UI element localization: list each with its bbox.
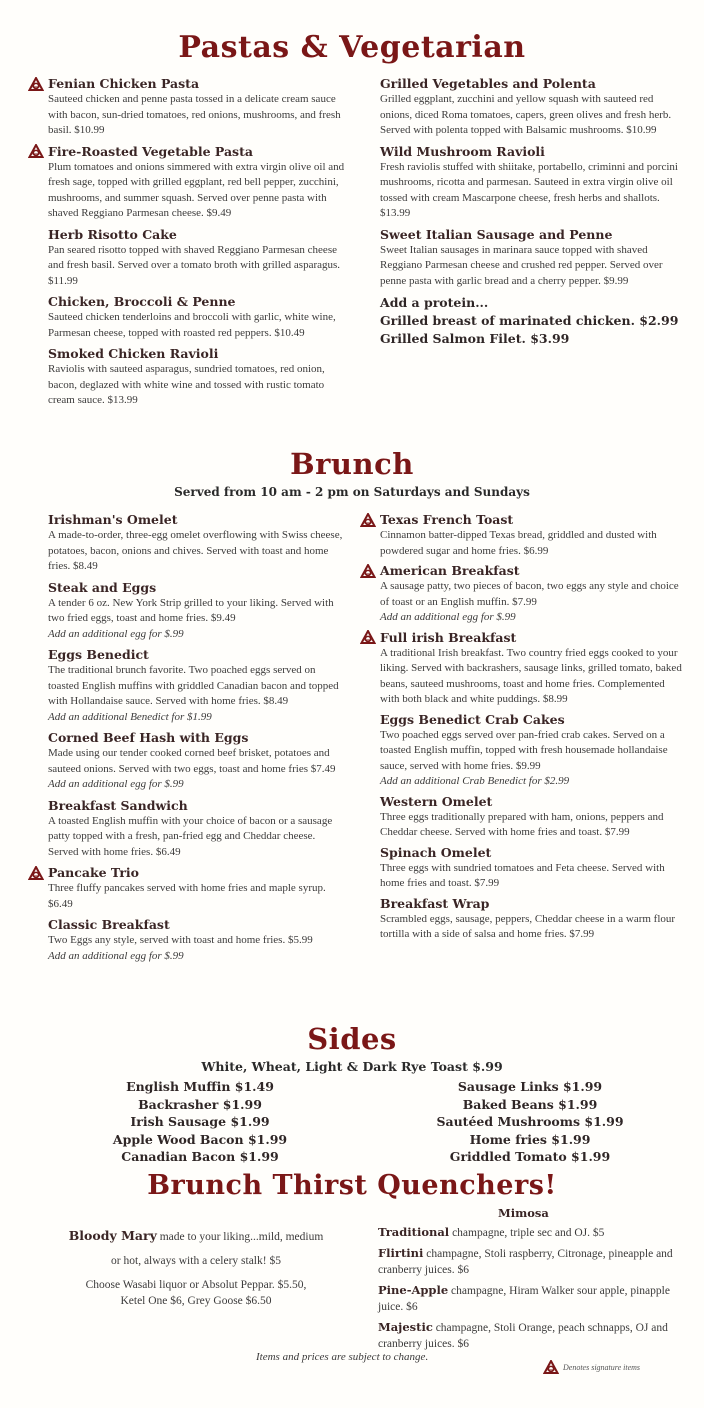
menu-item-name — [48, 580, 348, 596]
signature-celtic-icon — [543, 1360, 559, 1375]
signature-legend-text: Denotes signature items — [563, 1363, 641, 1372]
drinks-title: Brunch Thirst Quenchers! — [147, 1170, 557, 1201]
menu-item-title: Pancake Trio — [48, 865, 139, 880]
mimosa-heading: Mimosa — [498, 1206, 549, 1220]
menu-item-description: Sauteed chicken tenderloins and broccoli with garlic, white wine, Parmesan cheese, topped with roasted red peppers. $10.49 — [48, 311, 336, 339]
side-item: Sautéed Mushrooms $1.99 — [436, 1114, 624, 1129]
menu-item-title: Smoked Chicken Ravioli — [48, 346, 219, 361]
menu-item-addon: Add an additional egg for $.99 — [48, 949, 184, 962]
menu-item-description: Fresh raviolis stuffed with shiitake, portabello, criminni and porcini mushrooms, ricotta and parmesan. Sauteed in extra virgin olive oil tossed with cream Mascarpone cheese, fresh herbs and shallots. $13.99 — [380, 160, 678, 219]
menu-item-description: Sweet Italian sausages in marinara sauce topped with shaved Reggiano Parmesan cheese and crushed red pepper. Served over penne pasta with garlic bread and a cherry pepper. $9.99 — [380, 243, 663, 287]
menu-item — [380, 512, 686, 559]
menu-item-title: Eggs Benedict — [48, 647, 149, 662]
mimosa-name: Flirtini — [378, 1246, 424, 1260]
menu-item-addon: Add an additional egg for $.99 — [48, 778, 184, 790]
menu-item-description: Three eggs traditionally prepared with ham, onions, peppers and Cheddar cheese. Served with home fries and toast. $7.99 — [380, 810, 664, 838]
menu-item-title: Western Omelet — [380, 793, 493, 809]
menu-item-description: Made using our tender cooked corned beef brisket, potatoes and sauteed onions. Served with two eggs, toast and home fries $7.49 — [48, 747, 336, 775]
side-item: Canadian Bacon $1.99 — [121, 1149, 279, 1164]
protein-heading: Add a protein... — [380, 295, 489, 310]
menu-item-name — [48, 730, 348, 746]
bloody-mary-block — [46, 1228, 346, 1309]
menu-item — [48, 865, 348, 912]
menu-item — [380, 227, 686, 290]
menu-item-title: Fire-Roasted Vegetable Pasta — [48, 143, 253, 159]
side-item: English Muffin $1.49 — [126, 1079, 274, 1094]
menu-item — [380, 896, 686, 943]
menu-item-title: Chicken, Broccoli & Penne — [48, 294, 236, 309]
menu-item-addon: Add an additional egg for $.99 — [48, 627, 184, 640]
menu-item-description: The traditional brunch favorite. Two poached eggs served on toasted English muffins with griddled Canadian bacon and topped with Hollandaise sauce. Served with home fries. $8.49 — [48, 664, 339, 707]
protein-option: Grilled Salmon Filet. $3.99 — [380, 331, 570, 346]
menu-item — [48, 647, 348, 725]
menu-item — [48, 76, 348, 139]
menu-item-name — [380, 512, 686, 528]
bloody-mary-name: Bloody Mary — [68, 1228, 157, 1243]
signature-legend — [543, 1360, 640, 1375]
menu-item-title: Irishman's Omelet — [48, 512, 178, 527]
menu-item-title: Full irish Breakfast — [380, 629, 517, 645]
menu-item-title: Sweet Italian Sausage and Penne — [380, 226, 613, 242]
side-item: Sausage Links $1.99 — [457, 1079, 603, 1094]
mimosa-name: Majestic — [378, 1320, 433, 1334]
menu-item-name — [48, 647, 348, 663]
menu-item-description: Three eggs with sundried tomatoes and Feta cheese. Served with home fries and toast. $7.99 — [380, 861, 665, 889]
menu-item-name — [380, 794, 686, 810]
signature-celtic-icon — [360, 630, 376, 645]
brunch-left-column — [48, 512, 348, 969]
menu-item-name — [48, 227, 348, 243]
menu-item-name — [380, 227, 686, 243]
signature-celtic-icon — [28, 866, 44, 881]
menu-item-name — [48, 917, 348, 933]
menu-item-name — [48, 865, 348, 881]
menu-item — [380, 144, 686, 222]
menu-item-name — [48, 346, 348, 362]
footer-note: Items and prices are subject to change. — [256, 1351, 429, 1363]
menu-item-title: Breakfast Sandwich — [48, 797, 188, 813]
menu-item-name — [48, 512, 348, 528]
menu-item-name — [48, 144, 348, 160]
mimosa-item — [378, 1224, 684, 1241]
menu-item-title: Classic Breakfast — [48, 917, 170, 932]
menu-item-addon: Add an additional Benedict for $1.99 — [48, 710, 212, 723]
signature-celtic-icon — [360, 564, 376, 579]
protein-block — [380, 294, 686, 348]
menu-item-title: Wild Mushroom Ravioli — [380, 143, 545, 159]
menu-item-name — [380, 144, 686, 160]
menu-item-title: American Breakfast — [380, 563, 520, 578]
mimosa-name: Pine-Apple — [378, 1283, 449, 1297]
menu-item-description: A made-to-order, three-egg omelet overflowing with Swiss cheese, potatoes, bacon, onions and chives. Served with toast and home fries. $8.49 — [48, 529, 343, 572]
signature-celtic-icon — [360, 513, 376, 528]
mimosa-desc: champagne, Stoli raspberry, Citronage, pineapple and cranberry juices. $6 — [378, 1248, 673, 1276]
menu-item-title: Steak and Eggs — [48, 579, 157, 595]
brunch-right-column — [380, 512, 686, 947]
signature-celtic-icon — [28, 77, 44, 92]
side-item: Backrasher $1.99 — [138, 1096, 262, 1112]
menu-item — [48, 580, 348, 643]
protein-option: Grilled breast of marinated chicken. $2.99 — [380, 313, 679, 328]
menu-item-name — [380, 845, 686, 861]
menu-item — [380, 712, 686, 790]
menu-item-addon: Add an additional Crab Benedict for $2.99 — [380, 775, 570, 787]
menu-item-description: Scrambled eggs, sausage, peppers, Cheddar cheese in a warm flour tortilla with a side of salsa and home fries. $7.99 — [380, 912, 676, 940]
menu-item-name — [48, 76, 348, 92]
menu-item-description: Three fluffy pancakes served with home fries and maple syrup. $6.49 — [48, 882, 326, 910]
menu-item-name — [380, 630, 686, 646]
mimosa-item — [378, 1319, 684, 1352]
pastas-left-column — [48, 76, 348, 414]
sides-right-list — [420, 1078, 640, 1166]
menu-item-title: Texas French Toast — [380, 512, 514, 527]
mimosa-desc: champagne, Stoli Orange, peach schnapps, OJ and cranberry juices. $6 — [378, 1322, 668, 1350]
brunch-subtitle: Served from 10 am - 2 pm on Saturdays and Sundays — [174, 485, 530, 499]
menu-item-title: Breakfast Wrap — [380, 895, 490, 911]
signature-celtic-icon — [28, 144, 44, 159]
menu-item-name — [48, 798, 348, 814]
menu-item — [380, 630, 686, 708]
menu-item-title: Herb Risotto Cake — [48, 226, 177, 242]
bloody-mary-desc-2: or hot, always with a celery stalk! $5 — [111, 1255, 281, 1267]
menu-item-description: A traditional Irish breakfast. Two country fried eggs cooked to your liking. Served with backrashers, sausage links, grilled tomato, baked beans, sauteed mushrooms, toast and home fries. Complemented with both black and white puddings. $8.99 — [380, 646, 682, 705]
sides-title: Sides — [307, 1022, 397, 1056]
pastas-right-column — [380, 76, 686, 348]
side-item: Baked Beans $1.99 — [462, 1096, 598, 1112]
menu-item-description: Plum tomatoes and onions simmered with extra virgin olive oil and fresh sage, topped with grilled eggplant, red bell pepper, zucchini, mushrooms, and summer squash. Served over penne pasta with shaved Reggiano Parmesan cheese. $9.49 — [48, 160, 345, 219]
mimosa-desc: champagne, Hiram Walker sour apple, pinapple juice. $6 — [378, 1285, 670, 1313]
sides-left-list — [90, 1078, 310, 1166]
side-item: Home fries $1.99 — [469, 1131, 591, 1147]
menu-item — [48, 798, 348, 861]
side-item: Griddled Tomato $1.99 — [449, 1149, 611, 1164]
mimosa-item — [378, 1245, 684, 1278]
menu-item-description: Two poached eggs served over pan-fried crab cakes. Served on a toasted English muffin, topped with fresh housemade hollandaise sauce, served with home fries. $9.99 — [380, 728, 668, 772]
menu-item — [48, 730, 348, 793]
menu-item — [380, 76, 686, 139]
menu-item — [48, 144, 348, 222]
bloody-mary-extra: Choose Wasabi liquor or Absolut Peppar. $5.50, — [85, 1279, 307, 1291]
menu-item-description: Pan seared risotto topped with shaved Reggiano Parmesan cheese and fresh basil. Served over a tomato broth with grilled asparagus. $11.99 — [48, 243, 341, 287]
menu-item — [380, 845, 686, 892]
menu-item-description: Grilled eggplant, zucchini and yellow squash with sauteed red onions, diced Roma tomatoes, capers, green olives and fresh herb. Served with polenta topped with Balsamic mushrooms. $10.99 — [380, 93, 672, 136]
side-item: Apple Wood Bacon $1.99 — [112, 1131, 288, 1147]
mimosa-list — [378, 1224, 684, 1356]
menu-item-description: A tender 6 oz. New York Strip grilled to your liking. Served with two fried eggs, toast and home fries. $9.49 — [48, 596, 334, 624]
sides-toast: White, Wheat, Light & Dark Rye Toast $.99 — [201, 1059, 503, 1074]
menu-item-name — [380, 712, 686, 728]
menu-item-title: Fenian Chicken Pasta — [48, 76, 200, 91]
bloody-mary-extra-2: Ketel One $6, Grey Goose $6.50 — [120, 1295, 272, 1307]
mimosa-desc: champagne, triple sec and OJ. $5 — [452, 1227, 605, 1239]
menu-item-title: Spinach Omelet — [380, 844, 492, 860]
menu-item-description: A toasted English muffin with your choice of bacon or a sausage patty topped with a fresh, pan-fried egg and Cheddar cheese. Served with home fries. $6.49 — [48, 814, 333, 858]
pastas-right-items — [380, 76, 686, 289]
menu-item-name — [380, 896, 686, 912]
menu-item-name — [380, 563, 686, 579]
menu-item — [48, 346, 348, 409]
menu-item-addon: Add an additional egg for $.99 — [380, 611, 516, 623]
side-item: Irish Sausage $1.99 — [130, 1114, 270, 1129]
bloody-mary-desc: made to your liking...mild, medium — [159, 1231, 324, 1243]
menu-item — [48, 294, 348, 341]
menu-item-name — [48, 294, 348, 310]
menu-item-name — [380, 76, 686, 92]
menu-item-description: Two Eggs any style, served with toast and home fries. $5.99 — [48, 934, 313, 946]
menu-item — [48, 917, 348, 964]
pastas-title: Pastas & Vegetarian — [178, 30, 526, 65]
menu-item-description: Sauteed chicken and penne pasta tossed in a delicate cream sauce with bacon, sun-dried tomatoes, red onions, mushrooms, and fresh basil. $10.99 — [48, 93, 341, 136]
menu-item-title: Grilled Vegetables and Polenta — [380, 76, 596, 91]
menu-item-description: Cinnamon batter-dipped Texas bread, griddled and dusted with powdered sugar and home fries. $6.99 — [380, 529, 657, 557]
menu-item — [48, 227, 348, 290]
menu-item-description: Raviolis with sauteed asparagus, sundried tomatoes, red onion, bacon, deglazed with white wine and tossed with rustic tomato cream sauce. $13.99 — [48, 363, 325, 406]
menu-item — [380, 563, 686, 626]
menu-item-title: Corned Beef Hash with Eggs — [48, 730, 249, 745]
menu-item-description: A sausage patty, two pieces of bacon, two eggs any style and choice of toast or an English muffin. $7.99 — [380, 580, 679, 608]
menu-item-title: Eggs Benedict Crab Cakes — [380, 711, 565, 727]
menu-item — [48, 512, 348, 575]
mimosa-name: Traditional — [378, 1225, 450, 1239]
menu-item — [380, 794, 686, 841]
brunch-title: Brunch — [290, 447, 414, 481]
mimosa-item — [378, 1282, 684, 1315]
